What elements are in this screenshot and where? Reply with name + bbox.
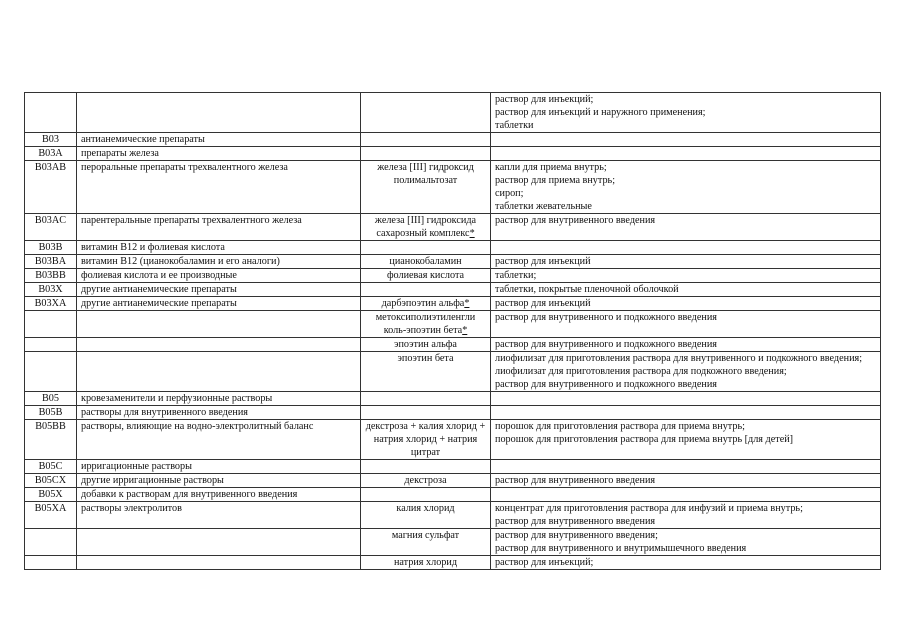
- atc-group-cell: [77, 214, 361, 241]
- table-row: [25, 147, 881, 161]
- drug-name-cell-text: калия хлорид: [396, 503, 455, 514]
- table-row: [25, 311, 881, 338]
- atc-group-cell-text: ирригационные растворы: [81, 461, 192, 472]
- dosage-form-cell-text: таблетки, покрытые пленочной оболочкой: [495, 284, 679, 295]
- atc-code-cell-text: B03XA: [34, 298, 67, 309]
- atc-code-cell-text: B05CX: [34, 475, 67, 486]
- drug-name-cell: [361, 269, 491, 283]
- atc-group-cell-text: пероральные препараты трехвалентного железа: [81, 162, 288, 173]
- drug-name-cell: [361, 529, 491, 556]
- dosage-form-cell-text: порошок для приготовления раствора для приема внутрь; порошок для приготовления раствора для приема внутрь [для детей]: [495, 421, 794, 445]
- drug-name-cell-text: железа [III] гидроксида сахарозный комплекс: [374, 215, 477, 239]
- dosage-form-cell: [491, 214, 881, 241]
- drug-name-cell-text: магния сульфат: [391, 530, 460, 541]
- atc-code-cell: [25, 311, 77, 338]
- table-row: [25, 502, 881, 529]
- atc-code-cell-text: B03BA: [34, 256, 67, 267]
- table-row: [25, 474, 881, 488]
- atc-code-cell-text: B03X: [38, 284, 63, 295]
- table-row: [25, 255, 881, 269]
- atc-group-cell-text: парентеральные препараты трехвалентного железа: [81, 215, 302, 226]
- atc-code-cell: [25, 392, 77, 406]
- table-body: [25, 93, 881, 570]
- atc-group-cell-text: витамин B12 и фолиевая кислота: [81, 242, 225, 253]
- atc-group-cell: [77, 297, 361, 311]
- atc-group-cell: [77, 529, 361, 556]
- asterisk-mark: *: [469, 228, 475, 239]
- atc-code-cell: [25, 338, 77, 352]
- dosage-form-cell: [491, 502, 881, 529]
- dosage-form-cell-text: концентрат для приготовления раствора для инфузий и приема внутрь; раствор для внутривенного введения: [495, 503, 803, 527]
- dosage-form-cell: [491, 406, 881, 420]
- drug-name-cell-text: фолиевая кислота: [386, 270, 465, 281]
- table-row: [25, 93, 881, 133]
- table-row: [25, 556, 881, 570]
- drug-name-cell: [361, 147, 491, 161]
- dosage-form-cell-text: раствор для внутривенного введения: [495, 475, 656, 486]
- atc-code-cell: [25, 406, 77, 420]
- dosage-form-cell: [491, 488, 881, 502]
- atc-code-cell-text: B05: [42, 393, 59, 404]
- dosage-form-cell: [491, 297, 881, 311]
- dosage-form-cell: [491, 241, 881, 255]
- asterisk-mark: *: [464, 298, 470, 309]
- drug-name-cell: [361, 406, 491, 420]
- atc-group-cell: [77, 93, 361, 133]
- dosage-form-cell-text: лиофилизат для приготовления раствора для внутривенного и подкожного введения; лиофилизат для приготовления раствора для подкожного введения; раствор для внутривенного и подкожного введения: [495, 353, 863, 390]
- dosage-form-cell: [491, 93, 881, 133]
- dosage-form-cell: [491, 161, 881, 214]
- atc-group-cell: [77, 406, 361, 420]
- atc-group-cell: [77, 161, 361, 214]
- drug-name-cell: [361, 556, 491, 570]
- table-row: [25, 214, 881, 241]
- atc-group-cell-text: другие антианемические препараты: [81, 298, 237, 309]
- atc-code-cell: [25, 269, 77, 283]
- atc-group-cell-text: другие антианемические препараты: [81, 284, 237, 295]
- dosage-form-cell-text: таблетки;: [495, 270, 537, 281]
- dosage-form-cell: [491, 255, 881, 269]
- table-row: [25, 406, 881, 420]
- atc-group-cell: [77, 474, 361, 488]
- dosage-form-cell: [491, 269, 881, 283]
- drug-name-cell: [361, 93, 491, 133]
- drug-name-cell: [361, 133, 491, 147]
- dosage-form-cell-text: раствор для внутривенного и подкожного введения: [495, 339, 717, 350]
- atc-group-cell-text: препараты железа: [81, 148, 159, 159]
- table-row: [25, 352, 881, 392]
- atc-code-cell: [25, 133, 77, 147]
- atc-code-cell: [25, 460, 77, 474]
- dosage-form-cell-text: раствор для инъекций;: [495, 557, 594, 568]
- atc-code-cell: [25, 556, 77, 570]
- drug-name-cell: [361, 392, 491, 406]
- drug-name-cell: [361, 502, 491, 529]
- dosage-form-cell-text: капли для приема внутрь; раствор для приема внутрь; сироп; таблетки жевательные: [495, 162, 616, 212]
- atc-group-cell: [77, 283, 361, 297]
- dosage-form-cell: [491, 352, 881, 392]
- dosage-form-cell-text: раствор для внутривенного введения: [495, 215, 656, 226]
- atc-code-cell-text: B05XA: [34, 503, 67, 514]
- atc-code-cell-text: B05B: [38, 407, 63, 418]
- drug-name-cell: [361, 352, 491, 392]
- table-row: [25, 338, 881, 352]
- dosage-form-cell: [491, 556, 881, 570]
- atc-group-cell: [77, 556, 361, 570]
- atc-group-cell-text: растворы, влияющие на водно-электролитный баланс: [81, 421, 314, 432]
- dosage-form-cell: [491, 311, 881, 338]
- atc-code-cell: [25, 352, 77, 392]
- atc-group-cell: [77, 420, 361, 460]
- drug-name-cell-text: декстроза: [404, 475, 447, 486]
- atc-group-cell: [77, 338, 361, 352]
- table-row: [25, 133, 881, 147]
- dosage-form-cell: [491, 147, 881, 161]
- table-row: [25, 529, 881, 556]
- drug-list-table: [24, 92, 881, 570]
- atc-group-cell-text: антианемические препараты: [81, 134, 205, 145]
- table-row: [25, 297, 881, 311]
- dosage-form-cell-text: раствор для внутривенного введения; раствор для внутривенного и внутримышечного введения: [495, 530, 747, 554]
- atc-code-cell: [25, 283, 77, 297]
- atc-code-cell-text: B05C: [38, 461, 63, 472]
- drug-name-cell-text: метоксиполиэтиленгли коль-эпоэтин бета: [375, 312, 476, 336]
- dosage-form-cell: [491, 392, 881, 406]
- atc-code-cell: [25, 502, 77, 529]
- drug-name-cell: [361, 297, 491, 311]
- drug-name-cell: [361, 241, 491, 255]
- table-row: [25, 269, 881, 283]
- atc-code-cell: [25, 255, 77, 269]
- drug-name-cell-text: натрия хлорид: [393, 557, 458, 568]
- drug-name-cell: [361, 338, 491, 352]
- atc-group-cell: [77, 352, 361, 392]
- atc-code-cell: [25, 488, 77, 502]
- dosage-form-cell: [491, 474, 881, 488]
- table-row: [25, 161, 881, 214]
- atc-group-cell: [77, 502, 361, 529]
- atc-group-cell-text: фолиевая кислота и ее производные: [81, 270, 237, 281]
- table-row: [25, 241, 881, 255]
- atc-group-cell: [77, 241, 361, 255]
- atc-group-cell-text: растворы электролитов: [81, 503, 182, 514]
- drug-name-cell-text: железа [III] гидроксид полимальтозат: [377, 162, 474, 186]
- atc-code-cell-text: B05BB: [35, 421, 66, 432]
- drug-name-cell-text: декстроза + калия хлорид + натрия хлорид + натрия цитрат: [365, 421, 486, 458]
- drug-name-cell: [361, 283, 491, 297]
- atc-group-cell-text: добавки к растворам для внутривенного введения: [81, 489, 298, 500]
- atc-group-cell-text: другие ирригационные растворы: [81, 475, 224, 486]
- asterisk-mark: *: [462, 325, 468, 336]
- atc-group-cell: [77, 488, 361, 502]
- atc-code-cell-text: B05X: [38, 489, 63, 500]
- atc-code-cell: [25, 529, 77, 556]
- atc-group-cell: [77, 269, 361, 283]
- atc-group-cell: [77, 147, 361, 161]
- atc-group-cell: [77, 255, 361, 269]
- atc-code-cell: [25, 474, 77, 488]
- dosage-form-cell: [491, 420, 881, 460]
- atc-code-cell-text: B03A: [38, 148, 63, 159]
- atc-code-cell: [25, 241, 77, 255]
- drug-name-cell: [361, 255, 491, 269]
- atc-group-cell: [77, 311, 361, 338]
- table-row: [25, 420, 881, 460]
- drug-name-cell-text: дарбэпоэтин альфа: [381, 298, 465, 309]
- atc-code-cell-text: B03AB: [34, 162, 67, 173]
- atc-code-cell-text: B03AC: [34, 215, 67, 226]
- drug-name-cell: [361, 214, 491, 241]
- dosage-form-cell: [491, 529, 881, 556]
- dosage-form-cell: [491, 460, 881, 474]
- atc-group-cell-text: растворы для внутривенного введения: [81, 407, 248, 418]
- atc-code-cell: [25, 420, 77, 460]
- drug-name-cell-text: цианокобаламин: [389, 256, 462, 267]
- atc-code-cell: [25, 147, 77, 161]
- dosage-form-cell-text: раствор для инъекций: [495, 298, 591, 309]
- atc-code-cell: [25, 297, 77, 311]
- dosage-form-cell-text: раствор для инъекций: [495, 256, 591, 267]
- drug-name-cell-text: эпоэтин альфа: [394, 339, 457, 350]
- table-row: [25, 392, 881, 406]
- dosage-form-cell-text: раствор для инъекций; раствор для инъекций и наружного применения; таблетки: [495, 94, 706, 131]
- atc-group-cell: [77, 133, 361, 147]
- atc-group-cell: [77, 460, 361, 474]
- atc-code-cell: [25, 214, 77, 241]
- dosage-form-cell: [491, 338, 881, 352]
- dosage-form-cell: [491, 283, 881, 297]
- table-row: [25, 488, 881, 502]
- drug-name-cell-text: эпоэтин бета: [397, 353, 454, 364]
- atc-code-cell-text: B03B: [38, 242, 63, 253]
- atc-code-cell: [25, 93, 77, 133]
- atc-code-cell-text: B03BB: [35, 270, 66, 281]
- drug-name-cell: [361, 460, 491, 474]
- dosage-form-cell-text: раствор для внутривенного и подкожного введения: [495, 312, 717, 323]
- drug-name-cell: [361, 474, 491, 488]
- atc-group-cell-text: витамин B12 (цианокобаламин и его аналоги): [81, 256, 280, 267]
- drug-name-cell: [361, 161, 491, 214]
- atc-code-cell-text: B03: [42, 134, 59, 145]
- drug-name-cell: [361, 420, 491, 460]
- drug-name-cell: [361, 311, 491, 338]
- dosage-form-cell: [491, 133, 881, 147]
- table-row: [25, 283, 881, 297]
- table-row: [25, 460, 881, 474]
- drug-name-cell: [361, 488, 491, 502]
- atc-group-cell-text: кровезаменители и перфузионные растворы: [81, 393, 273, 404]
- atc-code-cell: [25, 161, 77, 214]
- atc-group-cell: [77, 392, 361, 406]
